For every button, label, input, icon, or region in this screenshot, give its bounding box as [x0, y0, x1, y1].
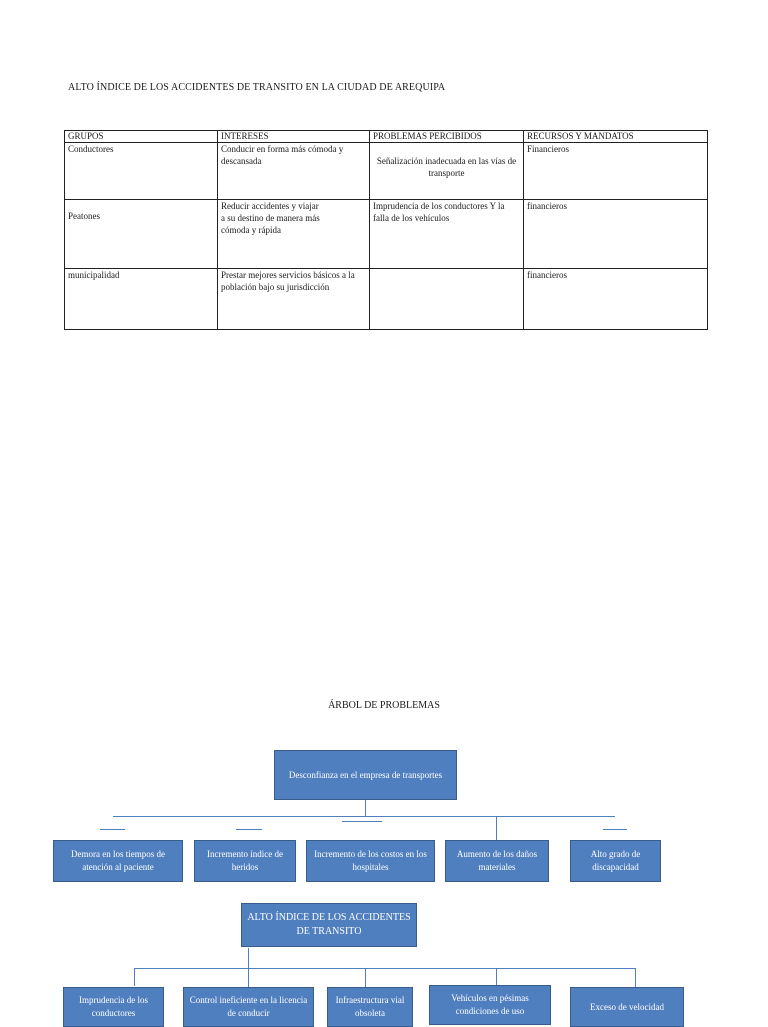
- header-interests: INTERESES: [218, 131, 370, 143]
- top-effect-box: Desconfianza en el empresa de transportes: [274, 750, 457, 800]
- effect-box: Demora en los tiempos de atención al paciente: [53, 840, 183, 882]
- effect-box: Incremento de los costos en los hospitales: [306, 840, 435, 882]
- header-groups: GRUPOS: [65, 131, 218, 143]
- table-cell: Prestar mejores servicios básicos a la población bajo su jurisdicción: [218, 269, 370, 330]
- connector-line: [365, 800, 366, 816]
- table-cell: municipalidad: [65, 269, 218, 330]
- table-cell-text: Reducir accidentes y viajar a su destino de manera más cómoda y rápida: [221, 201, 320, 235]
- connector-line: [236, 829, 262, 830]
- table-cell-text: Señalización inadecuada en las vías de transporte: [376, 156, 517, 178]
- table-row: [65, 269, 708, 330]
- effect-box: Incremento índice de heridos: [194, 840, 296, 882]
- connector-line: [342, 821, 382, 822]
- table-cell: financieros: [524, 200, 708, 269]
- table-cell: Imprudencia de los conductores Y la falla de los vehículos: [370, 200, 524, 269]
- cause-box: Vehículos en pésimas condiciones de uso: [429, 985, 551, 1025]
- table-cell: Financieros: [524, 143, 708, 200]
- table-cell: [218, 200, 370, 269]
- connector-line: [635, 968, 636, 988]
- header-problems: PROBLEMAS PERCIBIDOS: [370, 131, 524, 143]
- cause-box: Imprudencia de los conductores: [63, 987, 164, 1027]
- table-row: [65, 143, 708, 200]
- connector-line: [134, 968, 635, 969]
- effect-box: Aumento de los daños materiales: [445, 840, 549, 882]
- table-cell: Conducir en forma más cómoda y descansada: [218, 143, 370, 200]
- connector-line: [496, 816, 497, 842]
- table-header-row: [65, 131, 708, 143]
- connector-line: [100, 829, 125, 830]
- table-cell: financieros: [524, 269, 708, 330]
- connector-line: [603, 829, 627, 830]
- connector-line: [365, 968, 366, 988]
- document-title: ALTO ÍNDICE DE LOS ACCIDENTES DE TRANSITO EN LA CIUDAD DE AREQUIPA: [68, 82, 446, 93]
- table-row: [65, 200, 708, 269]
- cause-box: Infraestructura vial obsoleta: [327, 987, 413, 1027]
- effect-box: Alto grado de discapacidad: [570, 840, 661, 882]
- tree-title: ÁRBOL DE PROBLEMAS: [328, 700, 440, 711]
- connector-line: [134, 968, 135, 986]
- table-cell: [65, 200, 218, 269]
- cause-box: Control ineficiente en la licencia de conducir: [183, 987, 314, 1027]
- stakeholder-table: [64, 130, 708, 330]
- table-cell: [370, 269, 524, 330]
- connector-line: [496, 968, 497, 986]
- connector-line: [113, 816, 615, 817]
- table-cell: Conductores: [65, 143, 218, 200]
- central-problem-box: ALTO ÍNDICE DE LOS ACCIDENTES DE TRANSITO: [241, 903, 417, 947]
- table-cell: [370, 143, 524, 200]
- cause-box: Exceso de velocidad: [570, 987, 684, 1027]
- table-cell-text: Peatones: [68, 211, 100, 221]
- connector-line: [248, 948, 249, 988]
- header-resources: RECURSOS Y MANDATOS: [524, 131, 708, 143]
